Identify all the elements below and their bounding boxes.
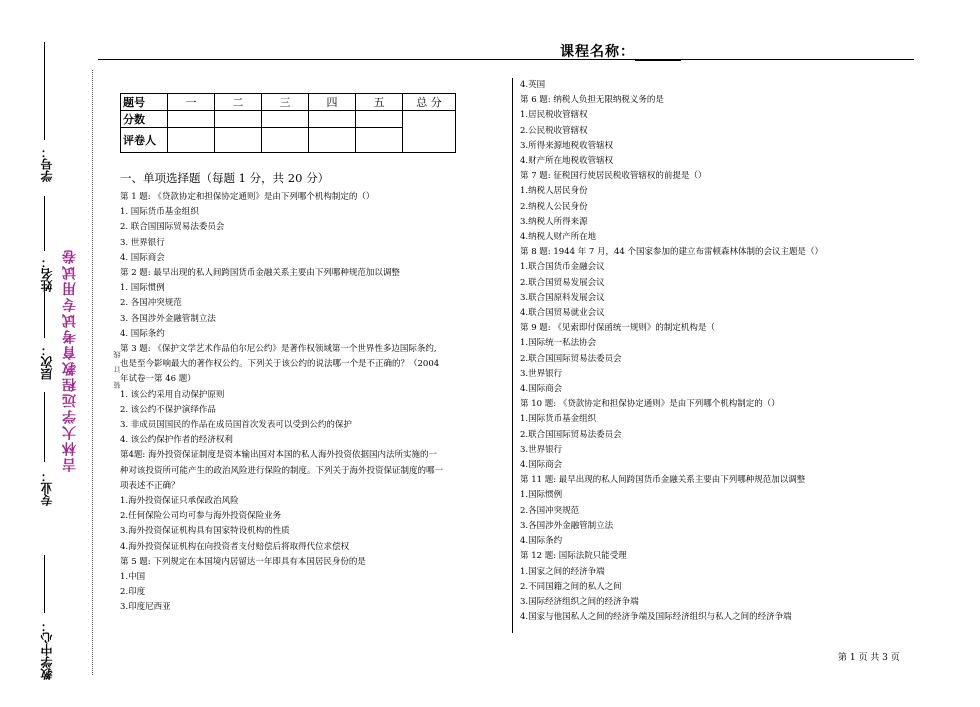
level-label: 层次：: [40, 344, 54, 380]
student-id-label: 学号：: [40, 146, 54, 182]
score-cell: [215, 111, 262, 128]
teaching-center-label: 教学中心：: [40, 620, 54, 680]
grader-cell: [262, 128, 309, 153]
grader-label: 评卷人: [121, 128, 168, 153]
left-question-column: [120, 190, 505, 616]
question-line: 项表述不正确？: [120, 480, 180, 491]
question-line: 3. 非成员国国民的作品在成员国首次发表可以受到公约的保护: [120, 420, 352, 431]
score-cell: [262, 111, 309, 128]
question-line: 2. 各国冲突规范: [120, 298, 182, 309]
question-line: 1. 国际惯例: [120, 283, 165, 294]
question-stem: 第 8 题: 1944 年 7 月，44 个国家参加的建立布雷顿森林体制的会议主题是（）: [520, 247, 824, 258]
score-label: 分数: [121, 111, 168, 128]
score-cell: [309, 111, 356, 128]
name-label: 姓名：: [40, 256, 54, 292]
question-line: 2.联合国国际贸易法委员会: [520, 353, 622, 364]
question-line: 3. 各国涉外金融管制立法: [120, 313, 216, 324]
question-number-header: 题号: [121, 94, 168, 111]
question-line: 1.纳税人居民身份: [520, 186, 588, 197]
grader-cell: [356, 128, 403, 153]
question-line: 4.纳税人财产所在地: [520, 232, 597, 243]
question-stem: 第4题: 海外投资保证制度是资本输出国对本国的私人海外投资依据国内法所实施的一: [120, 450, 437, 461]
question-line: 3.国际经济组织之间的经济争端: [520, 596, 639, 607]
question-stem: 第 10 题: 《贷款协定和担保协定通则》是由下列哪个机构制定的（）: [520, 399, 780, 410]
right-question-column: [520, 78, 910, 625]
course-name-label: 课程名称：: [560, 41, 681, 61]
question-line: 3.所得来源地税收管辖权: [520, 140, 614, 151]
teaching-center-blank: [44, 555, 45, 613]
question-stem: 第 5 题: 下列规定在本国境内居留达一年即具有本国居民身份的是: [120, 556, 366, 567]
score-table: [120, 93, 456, 153]
question-line: 4.国际商会: [520, 460, 563, 471]
name-blank: [44, 196, 45, 251]
question-line: 2.纳税人公民身份: [520, 201, 588, 212]
question-line: 1.联合国货币金融会议: [520, 262, 605, 273]
col-header: 四: [309, 94, 356, 111]
question-stem: 第 7 题: 征税国行使居民税收管辖权的前提是（）: [520, 171, 707, 182]
score-table-header-row: [121, 94, 456, 111]
question-line: 4. 国际商会: [120, 252, 165, 263]
score-row: [121, 111, 456, 128]
question-line: 4.联合国贸易就业会议: [520, 308, 605, 319]
question-line: 3.世界银行: [520, 368, 563, 379]
question-line: 2.各国冲突规范: [520, 505, 580, 516]
question-line: 4. 国际条约: [120, 328, 165, 339]
question-line: 1.中国: [120, 572, 146, 583]
grader-cell: [168, 128, 215, 153]
question-stem: 第 6 题: 纳税人负担无限纳税义务的是: [520, 95, 664, 106]
col-header: 一: [168, 94, 215, 111]
question-line: 2.印度: [120, 587, 146, 598]
question-line: 3.各国涉外金融管制立法: [520, 520, 614, 531]
page-number: 第 1 页 共 3 页: [838, 653, 900, 663]
question-line: 3.印度尼西亚: [120, 602, 171, 613]
column-divider: [512, 78, 513, 633]
grader-cell: [309, 128, 356, 153]
binding-dotted-line: [92, 70, 93, 675]
question-stem: 第 3 题: 《保护文学艺术作品伯尔尼公约》是著作权领域第一个世界性多边国际条约,: [120, 344, 437, 355]
question-line: 1.国际惯例: [520, 490, 563, 501]
score-cell: [168, 111, 215, 128]
question-line: 1.国家之间的经济争端: [520, 566, 605, 577]
question-line: 4.国家与他国私人之间的经济争端及国际经济组织与私人之间的经济争端: [520, 612, 792, 623]
question-line: 2.公民税收管辖权: [520, 125, 588, 136]
score-cell: [356, 111, 403, 128]
col-header: 五: [356, 94, 403, 111]
level-blank: [44, 292, 45, 338]
question-line: 年试卷一第 46 题）: [120, 374, 196, 385]
question-line: 1.国际统一私法协会: [520, 338, 597, 349]
binding-mark-text: 装 订 线: [113, 348, 121, 389]
col-header: 二: [215, 94, 262, 111]
question-line: 2.联合国国际贸易法委员会: [520, 429, 622, 440]
grader-cell: [215, 128, 262, 153]
question-stem: 第 12 题: 国际法院只能受理: [520, 551, 627, 562]
question-stem: 第 1 题: 《贷款协定和担保协定通则》是由下列哪个机构制定的（）: [120, 192, 375, 202]
question-line: 1. 国际货币基金组织: [120, 207, 199, 218]
question-line: 4. 该公约保护作者的经济权利: [120, 435, 233, 446]
question-line: 3. 世界银行: [120, 237, 165, 248]
student-id-blank: [44, 42, 45, 140]
question-line: 2.任何保险公司均可参与海外投资保险业务: [120, 511, 282, 522]
question-line: 4.国际条约: [520, 536, 563, 547]
total-header: 总 分: [403, 94, 456, 111]
question-stem: 第 11 题: 最早出现的私人间跨国货币金融关系主要由下列哪种规范加以调整: [520, 475, 806, 486]
question-stem: 第 9 题: 《见索即付保函统一规则》的制定机构是（: [520, 323, 715, 334]
question-stem: 第 2 题: 最早出现的私人间跨国货币金融关系主要由下列哪种规范加以调整: [120, 268, 400, 279]
question-line: 4.海外投资保证机构在向投资者支付赔偿后将取得代位求偿权: [120, 541, 350, 552]
header-rule: [98, 59, 914, 60]
question-line: 4.国际商会: [520, 384, 563, 395]
question-line: 3.世界银行: [520, 444, 563, 455]
question-line: 2. 联合国国际贸易法委员会: [120, 222, 225, 233]
question-line: 4.英国: [520, 80, 546, 90]
question-line: 1.居民税收管辖权: [520, 110, 588, 121]
question-line: 2. 该公约不保护演绎作品: [120, 404, 216, 415]
question-line: 4.财产所在地税收管辖权: [520, 156, 614, 167]
col-header: 三: [262, 94, 309, 111]
question-line: 种对该投资所可能产生的政治风险进行保险的制度。下列关于海外投资保证制度的哪一: [120, 465, 444, 476]
question-line: 3.联合国原料发展会议: [520, 292, 605, 303]
section-heading: 一、单项选择题（每题 1 分，共 20 分）: [120, 171, 330, 185]
school-exam-title: 吉林大学远程教育考试专用试卷: [62, 248, 78, 472]
question-line: 3.纳税人所得来源: [520, 216, 588, 227]
question-line: 2.联合国贸易发展会议: [520, 277, 605, 288]
question-line: 也是至今影响最大的著作权公约。下列关于该公约的说法哪一个是不正确的？（2004: [120, 359, 440, 370]
question-line: 2.不同国籍之间的私人之间: [520, 581, 622, 592]
total-score-cell: [403, 111, 456, 153]
question-line: 1. 该公约采用自动保护原则: [120, 389, 225, 400]
major-label: 专业：: [40, 470, 54, 506]
question-line: 3.海外投资保证机构具有国家特设机构的性质: [120, 526, 290, 537]
question-line: 1.国际货币基金组织: [520, 414, 597, 425]
question-line: 1.海外投资保证只承保政治风险: [120, 496, 239, 507]
major-blank: [44, 392, 45, 462]
